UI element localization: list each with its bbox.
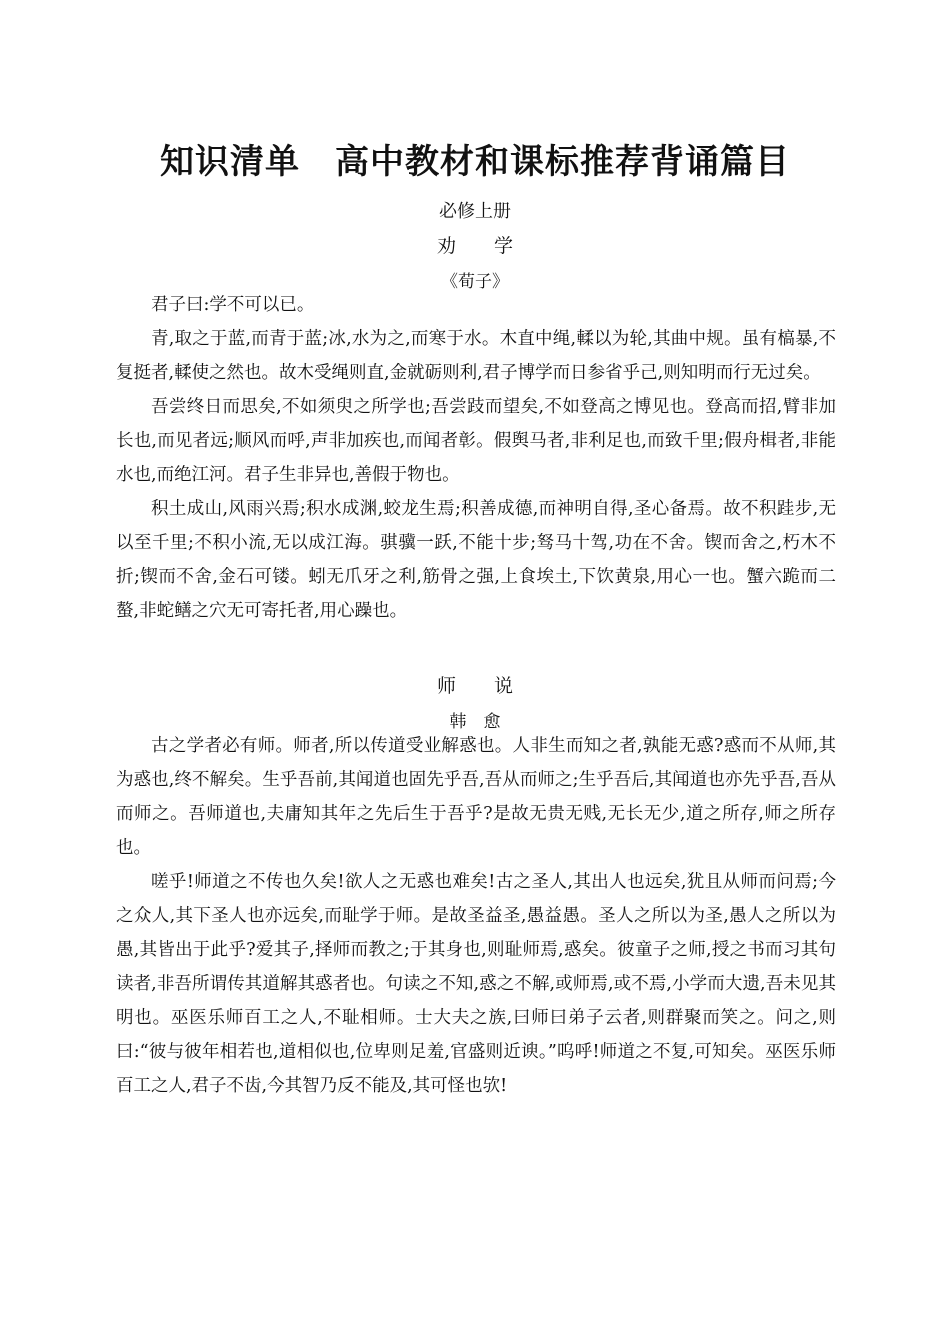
essay-title-shishuo: 师 说: [436, 675, 513, 697]
essay-body-shishuo: [116, 729, 836, 1103]
page-title: 知识清单 高中教材和课标推荐背诵篇目: [160, 142, 790, 182]
essay-author-quanxue: 《荀子》: [441, 272, 509, 292]
paragraph: 古之学者必有师。师者,所以传道受业解惑也。人非生而知之者,孰能无惑?惑而不从师,其为惑也,终不解矣。生乎吾前,其闻道也固先乎吾,吾从而师之;生乎吾后,其闻道也亦先乎吾,吾从而师之。吾师道也,夫庸知其年之先后生于吾乎?是故无贵无贱,无长无少,道之所存,师之所存也。: [116, 736, 836, 858]
essay-title-quanxue: 劝 学: [436, 235, 513, 257]
paragraph: 君子曰:学不可以已。: [151, 295, 315, 315]
volume-heading: 必修上册: [439, 201, 511, 222]
essay-author-shishuo: 韩 愈: [449, 712, 501, 732]
essay-body-quanxue: [116, 288, 836, 628]
paragraph: 积土成山,风雨兴焉;积水成渊,蛟龙生焉;积善成德,而神明自得,圣心备焉。故不积跬步,无以至千里;不积小流,无以成江海。骐骥一跃,不能十步;驽马十驾,功在不舍。锲而舍之,朽木不折;锲而不舍,金石可镂。蚓无爪牙之利,筋骨之强,上食埃土,下饮黄泉,用心一也。蟹六跪而二螯,非蛇鳝之穴无可寄托者,用心躁也。: [116, 499, 836, 621]
paragraph: 青,取之于蓝,而青于蓝;冰,水为之,而寒于水。木直中绳,輮以为轮,其曲中规。虽有槁暴,不复挺者,輮使之然也。故木受绳则直,金就砺则利,君子博学而日参省乎己,则知明而行无过矣。: [116, 329, 836, 383]
paragraph: 吾尝终日而思矣,不如须臾之所学也;吾尝跂而望矣,不如登高之博见也。登高而招,臂非加长也,而见者远;顺风而呼,声非加疾也,而闻者彰。假舆马者,非利足也,而致千里;假舟楫者,非能水也,而绝江河。君子生非异也,善假于物也。: [116, 397, 836, 485]
paragraph: 嗟乎!师道之不传也久矣!欲人之无惑也难矣!古之圣人,其出人也远矣,犹且从师而问焉;今之众人,其下圣人也亦远矣,而耻学于师。是故圣益圣,愚益愚。圣人之所以为圣,愚人之所以为愚,其皆出于此乎?爱其子,择师而教之;于其身也,则耻师焉,惑矣。彼童子之师,授之书而习其句读者,非吾所谓传其道解其惑者也。句读之不知,惑之不解,或师焉,或不焉,小学而大遗,吾未见其明也。巫医乐师百工之人,不耻相师。士大夫之族,曰师曰弟子云者,则群聚而笑之。问之,则曰:“彼与彼年相若也,道相似也,位卑则足羞,官盛则近谀。”呜呼!师道之不复,可知矣。巫医乐师百工之人,君子不齿,今其智乃反不能及,其可怪也欤!: [116, 872, 836, 1096]
